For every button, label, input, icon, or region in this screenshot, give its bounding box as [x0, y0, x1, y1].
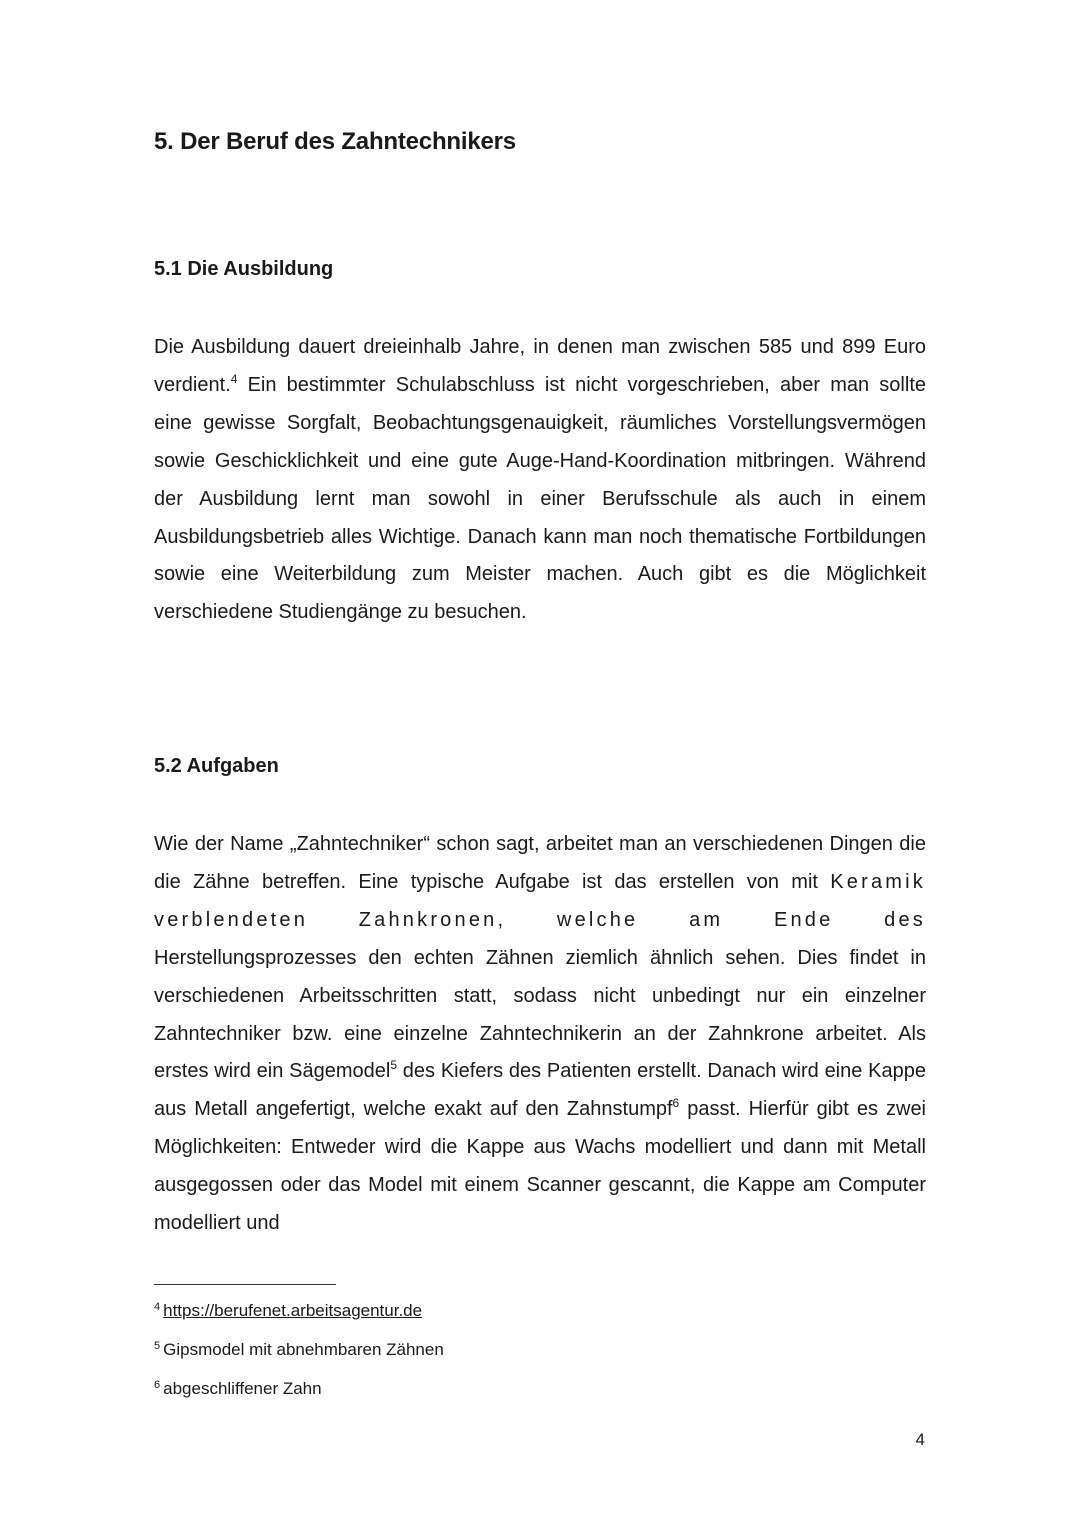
- footnote-6: [154, 1378, 322, 1400]
- paragraph-aufgaben: [154, 826, 926, 1243]
- footnote-ref-6[interactable]: 6: [672, 1096, 680, 1111]
- footnote-divider: [154, 1284, 336, 1285]
- footnote-5: [154, 1339, 444, 1361]
- footnote-number: 5: [154, 1340, 161, 1352]
- footnote-ref-4[interactable]: 4: [230, 371, 238, 386]
- footnote-text: abgeschliffener Zahn: [163, 1379, 322, 1398]
- footnote-number: 6: [154, 1379, 161, 1391]
- paragraph-text: Herstellungsprozesses den echten Zähnen ziemlich ähnlich sehen. Dies findet in verschiedenen Arbeitsschritten statt, sodass nicht unbedingt nur ein einzelner Zahntechniker bzw. eine einzelne Zahntechnikerin an der Zahnkrone arbeitet. Als erstes wird ein Sägemodel: [154, 946, 926, 1083]
- footnote-text: Gipsmodel mit abnehmbaren Zähnen: [163, 1340, 444, 1359]
- chapter-title: 5. Der Beruf des Zahntechnikers: [154, 128, 516, 155]
- footnote-number: 4: [154, 1301, 161, 1313]
- section-heading-ausbildung: 5.1 Die Ausbildung: [154, 258, 334, 280]
- paragraph-text-spaced: Keramik verblendeten Zahnkronen, welche am Ende des: [154, 870, 926, 931]
- paragraph-text: Wie der Name „Zahntechniker“ schon sagt, arbeitet man an verschiedenen Dingen die die Zähne betreffen. Eine typische Aufgabe ist das erstellen von mit: [154, 833, 926, 893]
- footnote-4: [154, 1300, 422, 1322]
- paragraph-text: des Kiefers des Patienten erstellt. Danach wird eine Kappe aus Metall angefertigt, welche exakt auf den Zahnstumpf: [154, 1060, 926, 1121]
- section-heading-aufgaben: 5.2 Aufgaben: [154, 755, 279, 777]
- paragraph-text: Ein bestimmter Schulabschluss ist nicht vorgeschrieben, aber man sollte eine gewisse Sorgfalt, Beobachtungsgenauigkeit, räumliches Vorstellungsvermögen sowie Geschicklichkeit und eine gute Auge-Hand-Koordination mitbringen. Während der Ausbildung lernt man sowohl in einer Berufsschule als auch in einem Ausbildungsbetrieb alles Wichtige. Danach kann man noch thematische Fortbildungen sowie eine Weiterbildung zum Meister machen. Auch gibt es die Möglichkeit verschiedene Studiengänge zu besuchen.: [154, 373, 926, 624]
- page-number: 4: [915, 1430, 925, 1449]
- footnote-ref-5[interactable]: 5: [390, 1058, 398, 1073]
- paragraph-ausbildung: [154, 329, 926, 632]
- footnote-link[interactable]: https://berufenet.arbeitsagentur.de: [163, 1301, 423, 1320]
- paragraph-text: Die Ausbildung dauert dreieinhalb Jahre, in denen man zwischen 585 und 899 Euro verdient.: [154, 336, 926, 396]
- paragraph-text: passt. Hierfür gibt es zwei Möglichkeiten: Entweder wird die Kappe aus Wachs modelliert und dann mit Metall ausgegossen oder das Model mit einem Scanner gescannt, die Kappe am Computer modelliert und: [154, 1098, 927, 1235]
